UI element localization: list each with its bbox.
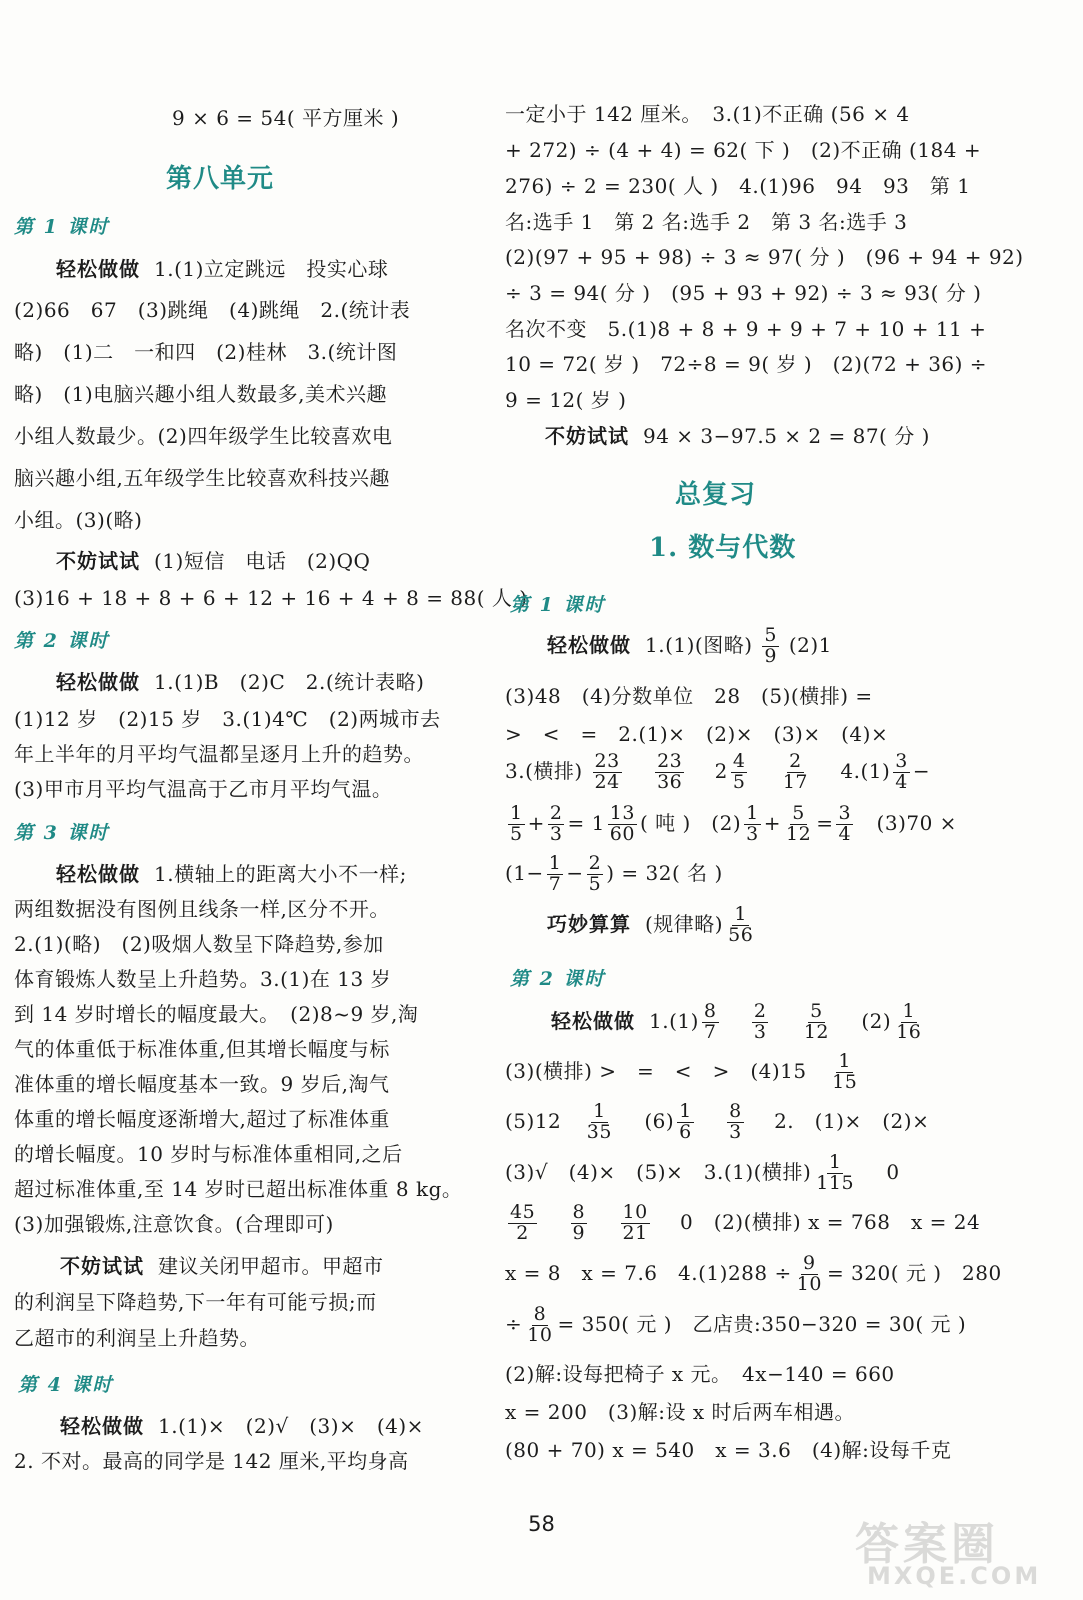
fraction-denominator: 5 [588,872,602,895]
fraction-numerator: 1 [548,852,562,874]
fraction [727,1102,744,1143]
fraction [593,752,622,793]
lesson-heading: 第 1 课时 [14,216,110,238]
lesson-heading: 第 2 课时 [510,968,606,990]
fraction [795,1254,824,1295]
fraction-denominator: 24 [594,770,620,793]
text-line [505,1102,929,1143]
text-line: 体重的增长幅度逐渐增大,超过了标准体重 [14,1107,390,1131]
text-line [505,1254,1002,1295]
text-line [505,1203,980,1244]
fraction [784,804,813,845]
section-label: 不妨试试 [545,424,629,448]
fraction-denominator: 12 [786,822,812,845]
text-line: 年上半年的月平均气温都呈逐月上升的趋势。 [14,742,424,766]
fraction-denominator: 10 [796,1272,822,1295]
fraction-numerator: 3 [838,802,852,824]
answer-text: 94 × 3−97.5 × 2 = 87( 分 ) [643,424,930,448]
fraction-numerator: 2 [753,1000,767,1022]
fraction-numerator: 1 [746,802,759,824]
fraction-denominator: 4 [895,770,908,793]
watermark-logo [855,1508,1065,1596]
fraction [744,804,761,845]
fraction-denominator: 9 [764,644,777,667]
fraction [655,752,684,793]
text-line [551,1002,926,1043]
text-line: 小组人数最少。(2)四年级学生比较喜欢电 [14,424,393,448]
unit-heading: 第八单元 [166,164,275,194]
answer-text: (3)(横排) > = < > (4)15 [505,1058,807,1083]
text-line [56,545,370,574]
answer-text: (1)短信 电话 (2)QQ [154,549,371,573]
answer-text: = [816,810,834,835]
fraction [802,1002,831,1043]
text-line: 名次不变 5.(1)8 + 8 + 9 + 9 + 7 + 10 + 11 + [505,317,987,341]
text-line: 小组。(3)(略) [14,508,143,532]
answer-text: (5)12 [505,1108,562,1133]
answer-text: (3)√ (4)× (5)× 3.(1)(横排) [505,1159,812,1184]
text-line [547,905,758,946]
fraction [508,1203,537,1244]
fraction-denominator: 5 [732,770,746,793]
text-line: 体育锻炼人数呈上升趋势。3.(1)在 13 岁 [14,967,392,991]
text-line: 气的体重低于标准体重,但其增长幅度与标 [14,1037,390,1061]
answer-text: 2. (1)× (2)× [774,1108,930,1133]
fraction [781,752,810,793]
fraction [548,804,565,845]
fraction-denominator: 3 [729,1120,742,1143]
fraction-numerator: 8 [703,1000,717,1022]
fraction [525,1305,554,1346]
answer-text: + [763,810,781,835]
fraction-numerator: 4 [732,750,746,772]
text-line: 准体重的增长幅度基本一致。9 岁后,淘气 [14,1072,390,1096]
answer-text: ( 吨 ) (2) [639,810,742,835]
fraction-numerator: 23 [594,750,620,772]
section-label: 轻松做做 [547,632,631,657]
fraction-numerator: 1 [510,802,523,824]
fraction-denominator: 60 [609,822,635,845]
text-line: x = 200 (3)解:设 x 时后两车相遇。 [505,1400,855,1424]
fraction-denominator: 17 [782,770,809,793]
fraction-numerator: 3 [895,750,908,772]
answer-text: = 320( 元 ) 280 [826,1260,1002,1285]
answer-text: 0 [886,1159,900,1184]
fraction-numerator: 1 [902,1000,916,1022]
fraction [585,1102,614,1143]
text-line [505,854,723,895]
fraction [830,1052,859,1093]
answer-text: (6) [644,1108,675,1133]
fraction-denominator: 2 [516,1221,529,1244]
text-line: 名:选手 1 第 2 名:选手 2 第 3 名:选手 3 [505,210,908,234]
fraction-numerator: 1 [734,903,747,925]
watermark-url: MXQE.COM [867,1562,1042,1590]
fraction [762,626,779,667]
text-line [505,752,930,793]
fraction [571,1203,588,1244]
fraction [894,1002,923,1043]
fraction [677,1102,694,1143]
lesson-heading: 第 2 课时 [14,630,110,652]
fraction [814,1153,856,1194]
text-line: 乙超市的利润呈上升趋势。 [14,1326,260,1350]
text-line [547,626,832,667]
answer-text: 4.(1) [840,758,891,783]
answer-text: − [912,758,931,783]
answer-text: 1.(1) [649,1008,699,1033]
text-line: 2. 不对。最高的同学是 142 厘米,平均身高 [14,1449,409,1473]
text-line: 276) ÷ 2 = 230( 人 ) 4.(1)96 94 93 第 1 [505,174,971,198]
text-line [60,1250,384,1279]
section-label: 轻松做做 [60,1414,144,1438]
fraction-numerator: 5 [792,802,805,824]
text-line: 两组数据没有图例且线条一样,区分不开。 [14,897,390,921]
text-line [56,858,407,887]
fraction [547,854,564,895]
text-line: (2)(97 + 95 + 98) ÷ 3 ≈ 97( 分 ) (96 + 94 + 92) [505,245,1024,269]
fraction-denominator: 3 [753,1020,767,1043]
answer-text: (2) [861,1008,892,1033]
fraction-denominator: 7 [703,1020,717,1043]
fraction-numerator: 2 [588,852,602,874]
answer-text: + [527,810,545,835]
fraction [621,1203,650,1244]
watermark-text: 答案圈 [855,1519,999,1570]
lesson-heading: 第 1 课时 [510,594,606,616]
fraction-numerator: 1 [828,1151,842,1173]
text-line: > < = 2.(1)× (2)× (3)× (4)× [505,722,889,746]
lesson-heading: 第 3 课时 [14,822,110,844]
review-heading: 总复习 [675,480,757,510]
fraction-denominator: 12 [803,1020,830,1043]
text-line: 9 × 6 = 54( 平方厘米 ) [172,106,400,130]
section-label: 不妨试试 [60,1254,144,1278]
fraction-numerator: 13 [609,802,635,824]
section-label: 轻松做做 [551,1008,635,1033]
fraction-numerator: 1 [679,1100,692,1122]
text-line: 的利润呈下降趋势,下一年有可能亏损;而 [14,1290,377,1314]
answer-text: ÷ [505,1311,523,1336]
text-line: 略) (1)电脑兴趣小组人数最多,美术兴趣 [14,382,387,406]
answer-text: 0 (2)(横排) x = 768 x = 24 [680,1209,981,1234]
text-line: (2)66 67 (3)跳绳 (4)跳绳 2.(统计表 [14,298,411,322]
text-line [505,804,957,845]
fraction-denominator: 115 [816,1171,855,1194]
text-line [56,666,424,695]
fraction [893,752,910,793]
fraction-numerator: 2 [549,802,563,824]
text-line: 脑兴趣小组,五年级学生比较喜欢科技兴趣 [14,466,390,490]
text-line: 的增长幅度。10 岁时与标准体重相同,之后 [14,1142,403,1166]
text-line: 2.(1)(略) (2)吸烟人数呈下降趋势,参加 [14,932,384,956]
answer-text: (1− [505,860,544,885]
fraction-numerator: 2 [789,750,802,772]
text-line: (3)48 (4)分数单位 28 (5)(横排) = [505,684,873,708]
fraction-numerator: 45 [510,1201,536,1223]
fraction-denominator: 5 [510,822,523,845]
text-line: 一定小于 142 厘米。 3.(1)不正确 (56 × 4 [505,102,910,126]
answer-text: 1.(1)B (2)C 2.(统计表略) [154,670,425,694]
fraction-denominator: 21 [622,1221,648,1244]
text-line: (3)甲市月平均气温高于乙市月平均气温。 [14,777,393,801]
text-line [505,1052,862,1093]
fraction-denominator: 3 [549,822,563,845]
fraction [726,905,755,946]
answer-text: 1.(1)× (2)√ (3)× (4)× [158,1414,424,1438]
answer-text: ) = 32( 名 ) [606,860,723,885]
fraction-denominator: 9 [572,1221,586,1244]
text-line: ÷ 3 = 94( 分 ) (95 + 93 + 92) ÷ 3 ≈ 93( 分 ) [505,281,982,305]
fraction-numerator: 1 [593,1100,606,1122]
fraction-denominator: 16 [896,1020,922,1043]
fraction-numerator: 1 [838,1050,851,1072]
text-line: (2)解:设每把椅子 x 元。 4x−140 = 660 [505,1362,895,1386]
answer-text: x = 8 x = 7.6 4.(1)288 ÷ [505,1260,792,1285]
text-line [56,253,388,282]
fraction [752,1002,769,1043]
answer-text: 2 [714,758,728,783]
fraction-denominator: 4 [838,822,852,845]
text-line: (1)12 岁 (2)15 岁 3.(1)4℃ (2)两城市去 [14,707,441,731]
text-line: 10 = 72( 岁 ) 72÷8 = 9( 岁 ) (2)(72 + 36) ÷ [505,352,988,376]
fraction-denominator: 6 [679,1120,692,1143]
text-line: 略) (1)二 一和四 (2)桂林 3.(统计图 [14,340,398,364]
answer-text: = 350( 元 ) 乙店贵:350−320 = 30( 元 ) [557,1311,967,1336]
fraction [587,854,604,895]
fraction-denominator: 10 [527,1323,553,1346]
fraction [702,1002,719,1043]
fraction-numerator: 5 [810,1000,823,1022]
answer-text: = 1 [567,810,605,835]
fraction [608,804,637,845]
section-label: 轻松做做 [56,257,140,281]
text-line [505,1153,900,1194]
text-line: 超过标准体重,至 14 岁时已超出标准体重 8 kg。 [14,1177,463,1201]
fraction-denominator: 35 [586,1120,612,1143]
text-line [505,1305,966,1346]
fraction-denominator: 56 [728,923,754,946]
answer-text: 建议关闭甲超市。甲超市 [158,1254,384,1278]
page-number: 58 [528,1512,555,1536]
text-line: + 272) ÷ (4 + 4) = 62( 下 ) (2)不正确 (184 + [505,138,982,162]
text-line [60,1410,424,1439]
answer-text: (规律略) [645,911,724,936]
fraction-numerator: 9 [803,1252,816,1274]
section-label: 轻松做做 [56,670,140,694]
fraction [731,752,748,793]
text-line: (3)16 + 18 + 8 + 6 + 12 + 16 + 4 + 8 = 88( 人 ) [14,586,528,610]
fraction-denominator: 3 [746,822,759,845]
section-label: 巧妙算算 [547,911,631,936]
text-line [545,420,930,449]
section-label: 轻松做做 [56,862,140,886]
fraction-numerator: 8 [729,1100,742,1122]
answer-text: 1.横轴上的距离大小不一样; [154,862,407,886]
text-line: (80 + 70) x = 540 x = 3.6 (4)解:设每千克 [505,1438,952,1462]
fraction-denominator: 15 [832,1070,858,1093]
fraction-denominator: 7 [548,872,562,895]
fraction-numerator: 5 [764,624,777,646]
fraction [836,804,853,845]
fraction-denominator: 36 [657,770,683,793]
section-label: 不妨试试 [56,549,140,573]
fraction-numerator: 8 [533,1303,547,1325]
answer-text: − [566,860,584,885]
fraction-numerator: 23 [657,750,683,772]
text-line: 到 14 岁时增长的幅度最大。 (2)8~9 岁,淘 [14,1002,419,1026]
answer-text: 1.(1)立定跳远 投实心球 [154,257,389,281]
fraction-numerator: 8 [572,1201,586,1223]
answer-text: 3.(横排) [505,758,583,783]
answer-text: (3)70 × [876,810,957,835]
section-heading: 1. 数与代数 [649,533,797,563]
fraction [508,804,525,845]
fraction-numerator: 10 [622,1201,648,1223]
text-line: (3)加强锻炼,注意饮食。(合理即可) [14,1212,334,1236]
answer-text: 1.(1)(图略) [645,632,753,657]
lesson-heading: 第 4 课时 [18,1374,114,1396]
text-line: 9 = 12( 岁 ) [505,388,627,412]
answer-text: (2)1 [788,632,832,657]
